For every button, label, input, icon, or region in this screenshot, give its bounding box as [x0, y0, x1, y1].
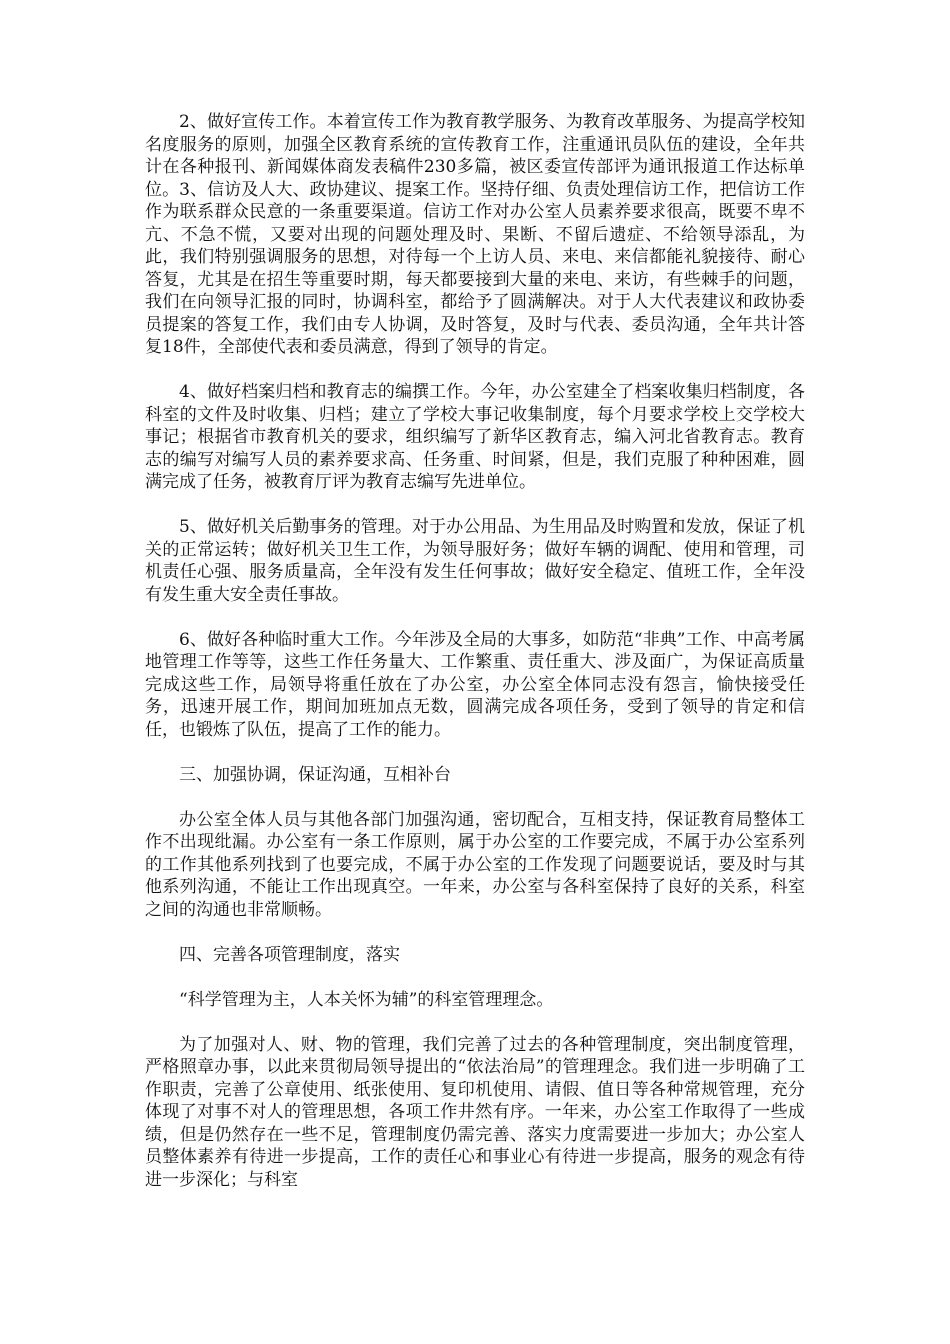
paragraph-archives-and-education-records: 4、做好档案归档和教育志的编撰工作。今年，办公室建全了档案收集归档制度，各科室的文件及时收集、归档；建立了学校大事记收集制度，每个月要求学校上交学校大事记；根据省市教育机关的要求，组织编写了新华区教育志，编入河北省教育志。教育志的编写对编写人员的素养要求高、任务重、时间紧，但是，我们克服了种种困难，圆满完成了任务，被教育厅评为教育志编写先进单位。 [145, 382, 805, 492]
paragraph-management-improvements: 为了加强对人、财、物的管理，我们完善了过去的各种管理制度，突出制度管理，严格照章办事，以此来贯彻局领导提出的“依法治局”的管理理念。我们进一步明确了工作职责，完善了公章使用、纸张使用、复印机使用、请假、值日等各种常规管理，充分体现了对事不对人的管理思想，各项工作井然有序。一年来，办公室工作取得了一些成绩，但是仍然存在一些不足，管理制度仍需完善、落实力度需要进一步加大；办公室人员整体素养有待进一步提高，工作的责任心和事业心有待进一步提高，服务的观念有待进一步深化；与科室 [145, 1034, 805, 1190]
paragraph-temporary-major-work: 6、做好各种临时重大工作。今年涉及全局的大事多，如防范“非典”工作、中高考属地管理工作等等，这些工作任务量大、工作繁重、责任重大、涉及面广，为保证高质量完成这些工作，局领导将重任放在了办公室，办公室全体同志没有怨言，愉快接受任务，迅速开展工作，期间加班加点无数，圆满完成各项任务，受到了领导的肯定和信任，也锻炼了队伍，提高了工作的能力。 [145, 629, 805, 740]
paragraph-logistics-management: 5、做好机关后勤事务的管理。对于办公用品、为生用品及时购置和发放，保证了机关的正常运转；做好机关卫生工作，为领导服好务；做好车辆的调配、使用和管理，司机责任心强、服务质量高，全年没有发生任何事故；做好安全稳定、值班工作，全年没有发生重大安全责任事故。 [145, 517, 805, 605]
paragraph-management-philosophy: “科学管理为主，人本关怀为辅”的科室管理理念。 [179, 989, 554, 1010]
paragraph-publicity-and-petitions: 2、做好宣传工作。本着宣传工作为教育教学服务、为教育改革服务、为提高学校知名度服务的原则，加强全区教育系统的宣传教育工作，注重通讯员队伍的建设，全年共计在各种报刊、新闻媒体商发表稿件230多篇，被区委宣传部评为通讯报道工作达标单位。3、信访及人大、政协建议、提案工作。坚持仔细、负责处理信访工作，把信访工作作为联系群众民意的一条重要渠道。信访工作对办公室人员素养要求很高，既要不卑不亢、不急不慌，又要对出现的问题处理及时、果断、不留后遗症、不给领导添乱，为此，我们特别强调服务的思想，对待每一个上访人员、来电、来信都能礼貌接待、耐心答复，尤其是在招生等重要时期，每天都要接到大量的来电、来访，有些棘手的问题，我们在向领导汇报的同时，协调科室，都给予了圆满解决。对于人大代表建议和政协委员提案的答复工作，我们由专人协调，及时答复，及时与代表、委员沟通，全年共计答复18件，全部使代表和委员满意，得到了领导的肯定。 [145, 112, 805, 357]
section-heading-management-systems: 四、完善各项管理制度，落实 [179, 944, 400, 965]
paragraph-coordination: 办公室全体人员与其他各部门加强沟通，密切配合，互相支持，保证教育局整体工作不出现纰漏。办公室有一条工作原则，属于办公室的工作要完成，不属于办公室系列的工作其他系列找到了也要完成，不属于办公室的工作发现了问题要说话，要及时与其他系列沟通，不能让工作出现真空。一年来，办公室与各科室保持了良好的关系，科室之间的沟通也非常顺畅。 [145, 809, 805, 920]
section-heading-coordination: 三、加强协调，保证沟通，互相补台 [179, 764, 451, 785]
document-page [145, 111, 805, 1214]
